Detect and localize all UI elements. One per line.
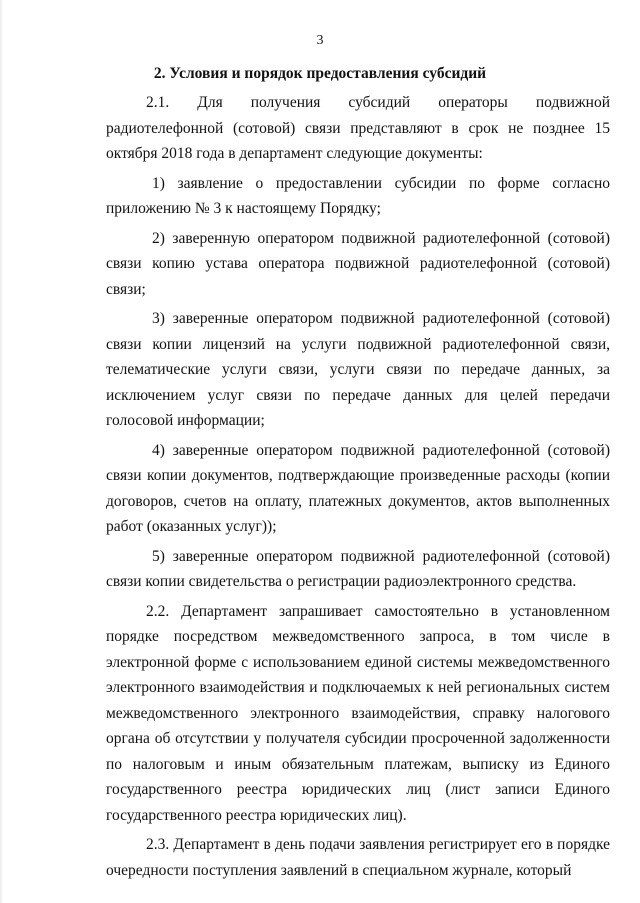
list-item-1: 1) заявление о предоставлении субсидии по форме согласно приложению № 3 к настоящему Порядку; (106, 174, 610, 217)
list-item-5: 5) заверенные оператором подвижной радиотелефонной (сотовой) связи копии свидетельства о регистрации радиоэлектронного средства. (106, 547, 610, 590)
document-body (106, 90, 610, 883)
section-heading: 2. Условия и порядок предоставления субсидий (153, 65, 487, 82)
paragraph-2-1: 2.1. Для получения субсидий операторы подвижной радиотелефонной (сотовой) связи представляют в срок не позднее 15 октября 2018 года в департамент следующие документы: (106, 94, 610, 162)
list-item-3: 3) заверенные оператором подвижной радиотелефонной (сотовой) связи копии лицензий на услуги подвижной радиотелефонной связи, телематические услуги связи, услуги связи по передаче данных, за исключением услуг связи по передаче данных для целей передачи голосовой информации; (106, 310, 610, 429)
list-item-4: 4) заверенные оператором подвижной радиотелефонной (сотовой) связи копии документов, подтверждающие произведенные расходы (копии договоров, счетов на оплату, платежных документов, актов выполненных работ (оказанных услуг)); (106, 441, 610, 535)
scan-edge (0, 0, 3, 903)
list-item-2: 2) заверенную оператором подвижной радиотелефонной (сотовой) связи копию устава оператора подвижной радиотелефонной (сотовой) связи; (106, 229, 610, 298)
paragraph-2-2: 2.2. Департамент запрашивает самостоятельно в установленном порядке посредством межведомственного запроса, в том числе в электронной форме с использованием единой системы межведомственного электронного взаимодействия и подключаемых к ней региональных систем межведомственного электронного взаимодействия, справку налогового органа об отсутствии у получателя субсидии просроченной задолженности по налоговым и иным обязательным платежам, выписку из Единого государственного реестра юридических лиц (лист записи Единого государственного реестра юридических лиц). (106, 602, 610, 824)
page-number: 3 (316, 33, 324, 48)
paragraph-2-3: 2.3. Департамент в день подачи заявления регистрирует его в порядке очередности поступления заявлений в специальном журнале, который (106, 836, 610, 879)
